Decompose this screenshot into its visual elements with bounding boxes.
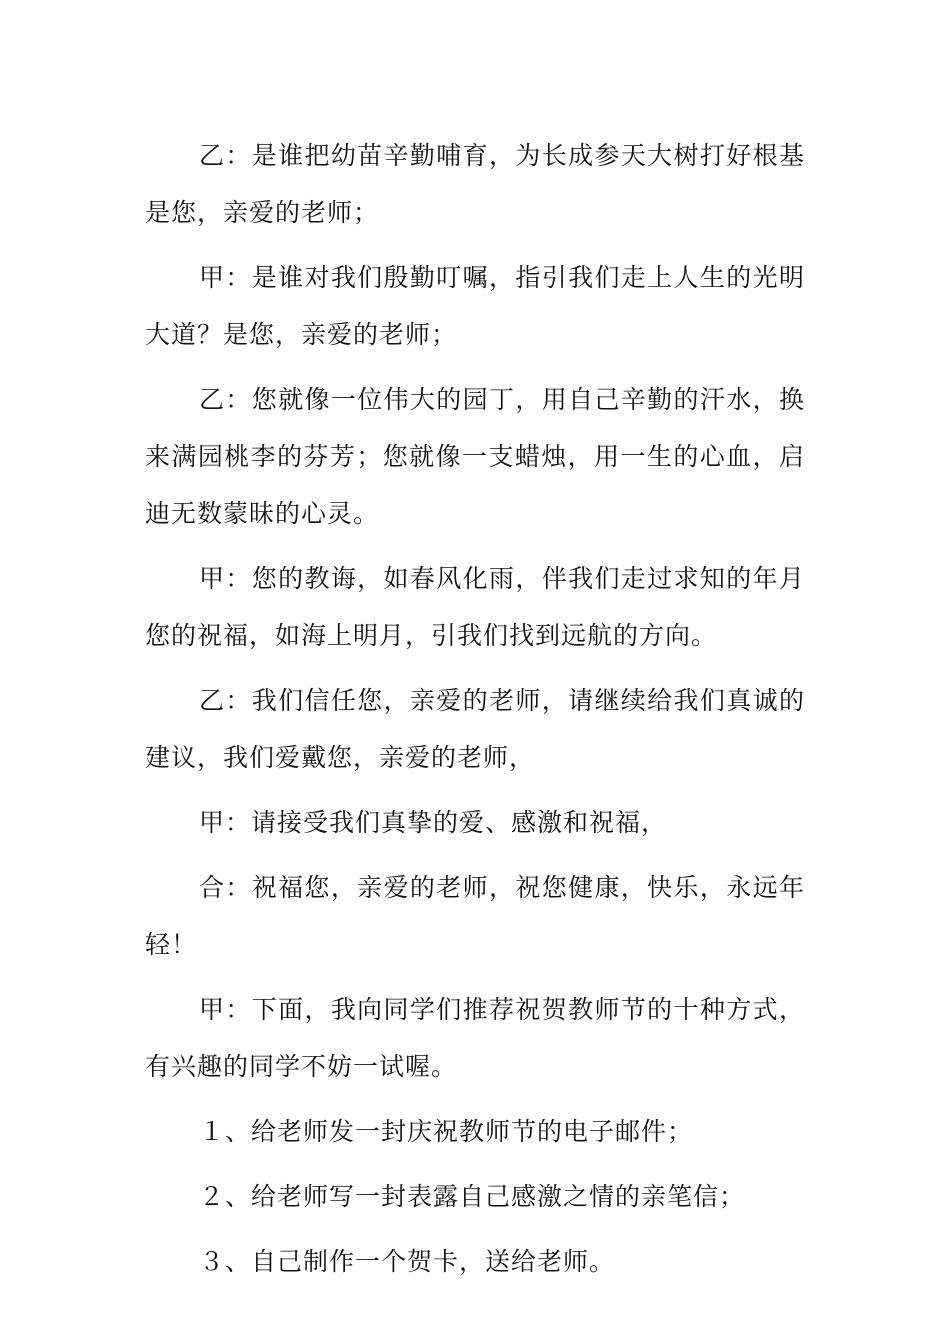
dialogue-paragraph: 乙：我们信任您，亲爱的老师，请继续给我们真诚的建议，我们爱戴您，亲爱的老师， [145, 686, 805, 772]
dialogue-paragraph: 甲：是谁对我们殷勤叮嘱，指引我们走上人生的光明大道？是您，亲爱的老师； [145, 263, 805, 349]
dialogue-paragraph: 乙：您就像一位伟大的园丁，用自己辛勤的汗水，换来满园桃李的芬芳；您就像一支蜡烛，用一生的心血，启迪无数蒙昧的心灵。 [145, 385, 805, 528]
dialogue-paragraph: 合：祝福您，亲爱的老师，祝您健康，快乐，永远年轻！ [145, 873, 805, 959]
list-item: ２、给老师写一封表露自己感激之情的亲笔信； [199, 1182, 746, 1211]
list-item: ３、自己制作一个贺卡，送给老师。 [199, 1247, 616, 1276]
list-item: １、给老师发一封庆祝教师节的电子邮件； [199, 1117, 694, 1146]
dialogue-paragraph: 甲：请接受我们真挚的爱、感激和祝福， [199, 808, 668, 837]
document-body [145, 127, 805, 1298]
dialogue-paragraph: 甲：您的教诲，如春风化雨，伴我们走过求知的年月您的祝福，如海上明月，引我们找到远航的方向。 [145, 564, 805, 650]
dialogue-paragraph: 乙：是谁把幼苗辛勤哺育，为长成参天大树打好根基是您，亲爱的老师； [145, 141, 805, 227]
dialogue-paragraph: 甲：下面，我向同学们推荐祝贺教师节的十种方式，有兴趣的同学不妨一试喔。 [145, 995, 805, 1081]
